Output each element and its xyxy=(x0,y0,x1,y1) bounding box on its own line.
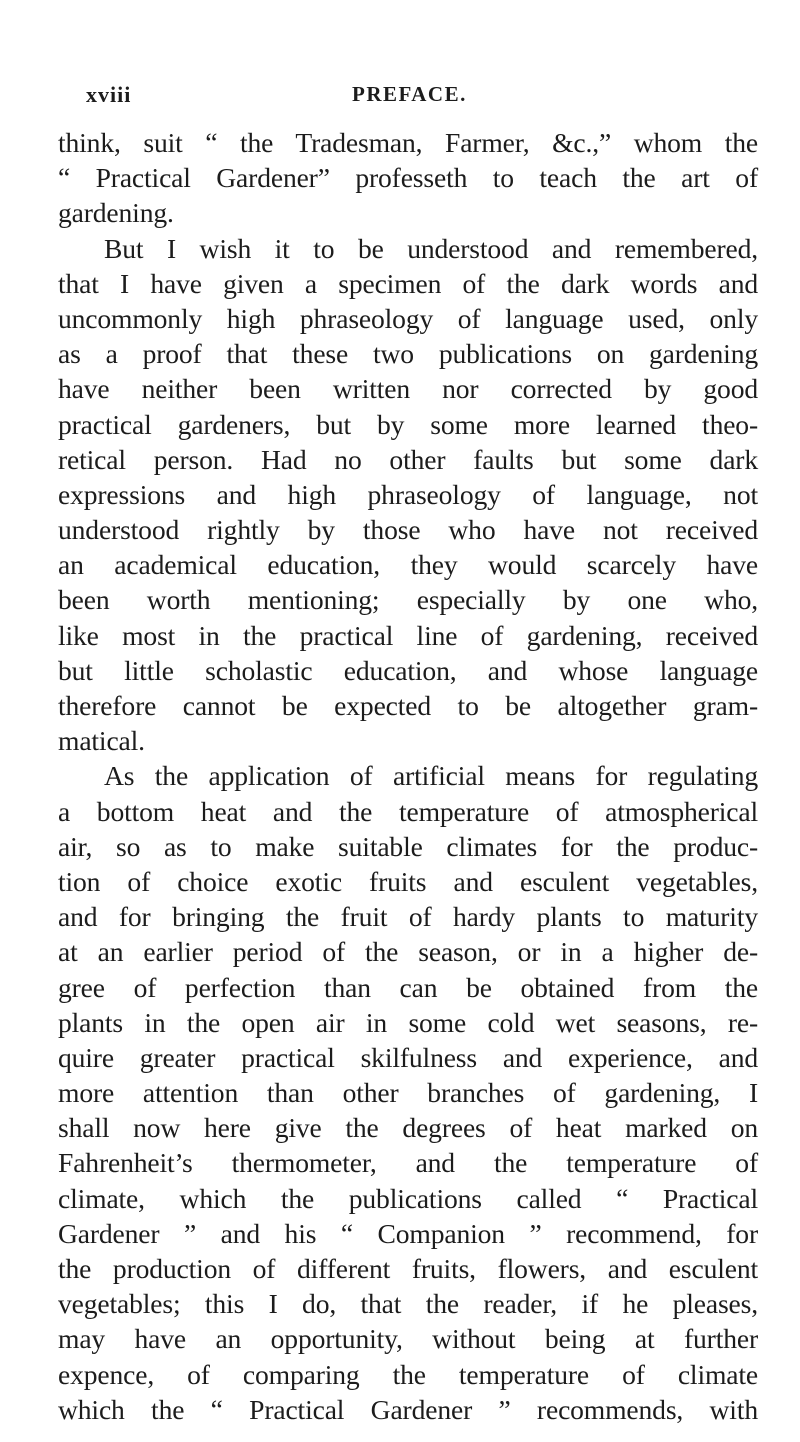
text-line: as a proof that these two publications on gardening xyxy=(58,338,758,370)
text-line: an academical education, they would scarcely have xyxy=(58,549,758,581)
text-line: uncommonly high phraseology of language used, only xyxy=(58,302,758,334)
text-line: As the application of artificial means for regulating xyxy=(104,760,758,792)
text-line: that I have given a specimen of the dark words and xyxy=(58,267,758,299)
text-line: more attention than other branches of gardening, I xyxy=(58,1077,758,1109)
text-line: therefore cannot be expected to be altogether gram- xyxy=(58,690,758,721)
text-line: But I wish it to be understood and remembered, xyxy=(104,232,758,264)
text-line: expressions and high phraseology of language, not xyxy=(58,478,758,510)
text-line: vegetables; this I do, that the reader, if he pleases, xyxy=(58,1288,758,1320)
text-line: expence, of comparing the temperature of climate xyxy=(58,1358,758,1390)
text-line: practical gardeners, but by some more learned theo- xyxy=(58,408,758,440)
text-line: Fahrenheit’s thermometer, and the temperature of xyxy=(58,1147,758,1179)
text-line: a bottom heat and the temperature of atmospherical xyxy=(58,795,758,827)
text-line: gree of perfection than can be obtained from the xyxy=(58,971,758,1003)
text-line: climate, which the publications called “ Practical xyxy=(58,1182,758,1214)
text-line: have neither been written nor corrected by good xyxy=(58,373,758,405)
text-line: at an earlier period of the season, or in a higher de- xyxy=(58,936,758,968)
text-line: like most in the practical line of gardening, received xyxy=(58,619,758,651)
text-line: think, suit “ the Tradesman, Farmer, &c.,” whom the xyxy=(58,127,758,158)
text-line: understood rightly by those who have not received xyxy=(58,514,758,546)
text-line: but little scholastic education, and whose language xyxy=(58,654,758,686)
text-line: which the “ Practical Gardener ” recommends, with xyxy=(58,1393,758,1425)
text-line: plants in the open air in some cold wet seasons, re- xyxy=(58,1006,758,1038)
page-number: xviii xyxy=(86,82,132,107)
text-line: been worth mentioning; especially by one who, xyxy=(58,584,758,616)
text-line: matical. xyxy=(58,725,145,757)
text-line: retical person. Had no other faults but some dark xyxy=(58,443,758,475)
text-line: “ Practical Gardener” professeth to teach the art of xyxy=(58,162,758,194)
text-line: the production of different fruits, flowers, and esculent xyxy=(58,1253,758,1284)
text-line: Gardener ” and his “ Companion ” recommend, for xyxy=(58,1217,758,1249)
text-line: may have an opportunity, without being at further xyxy=(58,1323,758,1355)
text-line: gardening. xyxy=(58,197,174,229)
body-text xyxy=(58,125,758,1427)
text-line: tion of choice exotic fruits and esculent vegetables, xyxy=(58,865,758,897)
text-line: air, so as to make suitable climates for the produc- xyxy=(58,830,758,862)
text-line: quire greater practical skilfulness and experience, and xyxy=(58,1041,758,1073)
page-header xyxy=(86,70,766,110)
running-title: PREFACE. xyxy=(352,82,467,106)
text-line: and for bringing the fruit of hardy plants to maturity xyxy=(58,901,758,933)
text-line: shall now here give the degrees of heat marked on xyxy=(58,1112,758,1144)
